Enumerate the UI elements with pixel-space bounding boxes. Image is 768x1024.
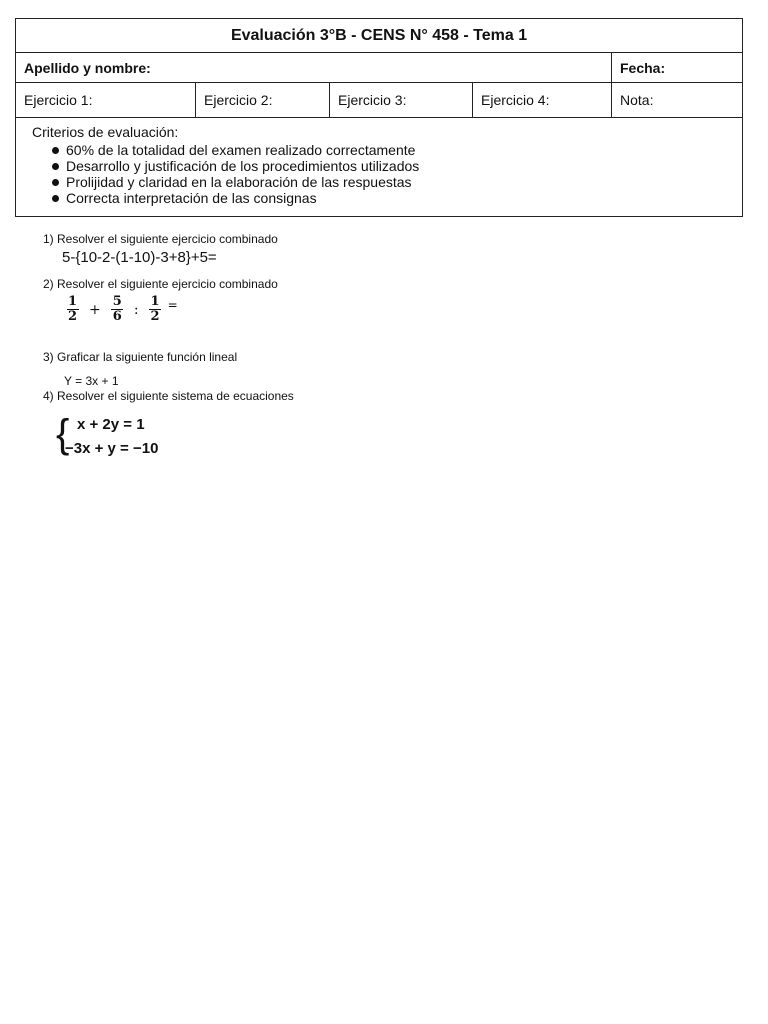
exercise-4-title: 4) Resolver el siguiente sistema de ecuaciones [43,389,294,403]
fraction [149,295,162,324]
numerator: 1 [150,294,160,309]
fraction [66,295,79,324]
equation-1: x + 2y = 1 [77,416,145,433]
criteria-item: Desarrollo y justificación de los procedimientos utilizados [52,158,734,174]
operator: + [89,301,101,318]
exercise-2-expression [62,295,184,324]
criteria-box [16,118,743,217]
criteria-item: Correcta interpretación de las consignas [52,190,734,206]
denominator: 2 [68,309,78,324]
date-field-label: Fecha: [612,53,743,83]
equals-sign: = [167,297,178,312]
exercise-1-title: 1) Resolver el siguiente ejercicio combinado [43,232,278,246]
exercise-1-cell: Ejercicio 1: [16,83,196,118]
exercise-1-expression: 5-{10-2-(1-10)-3+8}+5= [62,249,217,266]
exercise-3-cell: Ejercicio 3: [330,83,473,118]
denominator: 6 [112,309,122,324]
brace: { [56,412,70,456]
exam-title: Evaluación 3°B - CENS N° 458 - Tema 1 [16,19,743,53]
criteria-title: Criterios de evaluación: [32,124,179,140]
grade-cell: Nota: [612,83,743,118]
numerator: 5 [112,294,122,309]
name-field-label: Apellido y nombre: [16,53,612,83]
exercise-3-title: 3) Graficar la siguiente función lineal [43,350,238,364]
numerator: 1 [68,294,78,309]
exercise-3-function: Y = 3x + 1 [64,374,119,388]
criteria-item: 60% de la totalidad del examen realizado correctamente [52,142,734,158]
fraction [111,295,124,324]
operator: : [133,301,139,318]
equation-2: −3x + y = −10 [65,440,159,457]
exercise-4-cell: Ejercicio 4: [473,83,612,118]
criteria-list [32,142,734,206]
exercise-2-cell: Ejercicio 2: [196,83,330,118]
exercise-2-title: 2) Resolver el siguiente ejercicio combinado [43,277,278,291]
exam-header-table [15,18,743,217]
criteria-item: Prolijidad y claridad en la elaboración de las respuestas [52,174,734,190]
denominator: 2 [150,309,160,324]
